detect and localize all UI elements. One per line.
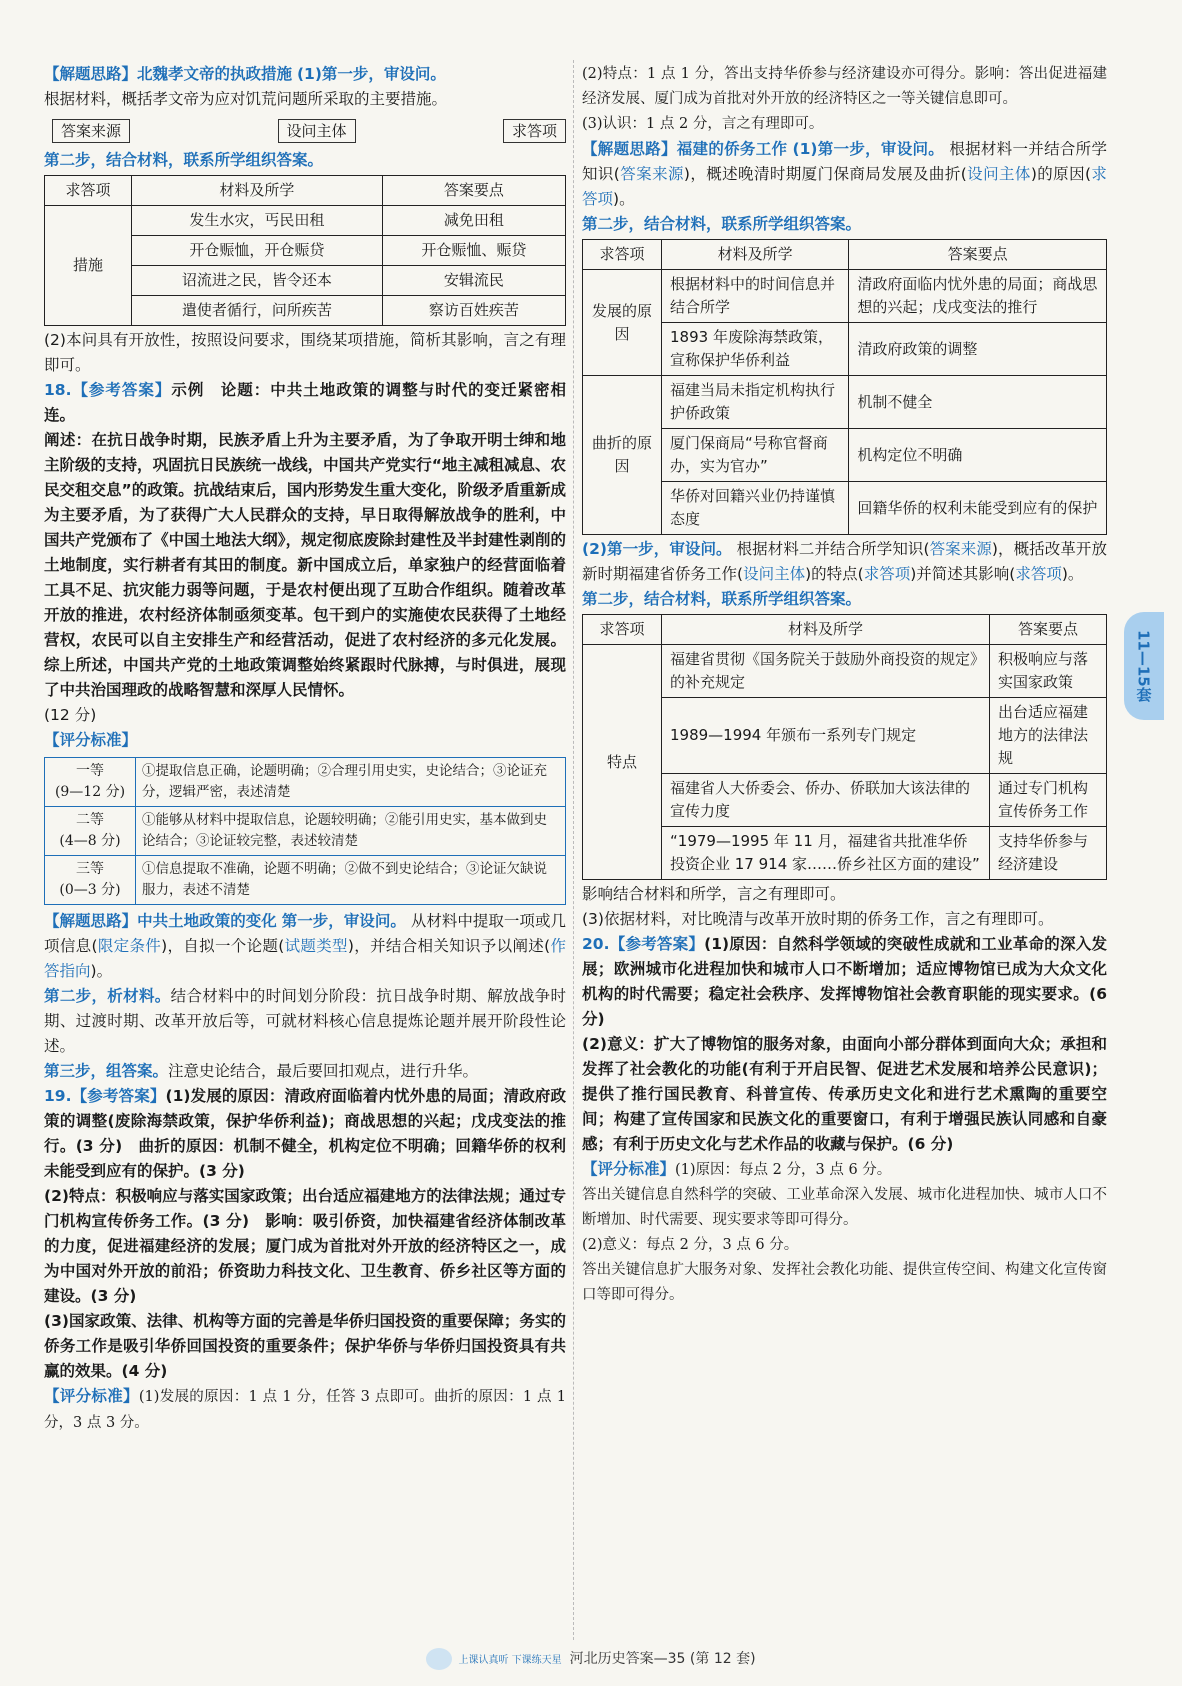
- grade-table: [44, 757, 566, 905]
- q18-head: 18.【参考答案】: [44, 381, 172, 399]
- th-point: 答案要点: [989, 615, 1106, 645]
- table-cell: 支持华侨参与经济建设: [989, 827, 1106, 880]
- table-cell: 发生水灾，丐民田租: [132, 206, 383, 236]
- q17-think-line: [44, 62, 566, 87]
- table-cell: 根据材料中的时间信息并结合所学: [662, 270, 849, 323]
- step1-label: (1)第一步，审设问。: [296, 65, 446, 83]
- table-cell: 通过专门机构宣传侨务工作: [989, 774, 1106, 827]
- table-cell: 1989—1994 年颁布一系列专门规定: [662, 698, 990, 774]
- th-material: 材料及所学: [662, 240, 849, 270]
- q19-grade-3: (3)认识：1 点 2 分，言之有理即可。: [582, 116, 824, 132]
- page-footer: [0, 1648, 1182, 1670]
- grade-level: 一等 (9—12 分): [45, 758, 136, 807]
- table-cell: 华侨对回籍兴业仍持谨慎态度: [662, 482, 849, 535]
- q20-grade-text1: 答出关键信息自然科学的突破、工业革命深入发展、城市化进程加快、城市人口不断增加、时代需要、现实要求等即可得分。: [582, 1187, 1107, 1228]
- table-cell: 遣使者循行，问所疾苦: [132, 296, 383, 326]
- features-table: [582, 614, 1107, 880]
- q20-grade-2: (2)意义：每点 2 分，3 点 6 分。: [582, 1237, 799, 1253]
- q19-part3: (3)国家政策、法律、机构等方面的完善是华侨归国投资的重要保障；务实的侨务工作是吸引华侨回国投资的重要条件；保护华侨与华侨归国投资具有共赢的效果。(4 分): [44, 1312, 566, 1380]
- set-range-tab: 11—15套: [1124, 612, 1164, 720]
- q18-body: 阐述：在抗日战争时期，民族矛盾上升为主要矛盾，为了争取开明士绅和地主阶级的支持，巩固抗日民族统一战线，中国共产党实行“地主减租减息、农民交租交息”的政策。抗战结束后，国内形势发生重大变化，阶级矛盾重新成为主要矛盾，为了获得广大人民群众的支持，早日取得解放战争的胜利，中国共产党颁布了《中国土地法大纲》，规定彻底废除封建性及半封建性剥削的土地制度，实行耕者有其田的制度。新中国成立后，单家独户的经营面临着工具不足、抗灾能力弱等问题，于是农村便出现了互助合作组织。随着改革开放的推进，农村经济体制亟须变革。包干到户的实施使农民获得了土地经营权，农民可以自主安排生产和经营活动，促进了农村经济的多元化发展。综上所述，中国共产党的土地政策调整始终紧跟时代脉搏，与时俱进，展现了中共治国理政的战略智慧和深厚人民情怀。: [44, 431, 566, 699]
- measures-table: [44, 175, 566, 326]
- step2-label: 第二步，结合材料，联系所学组织答案。: [582, 215, 862, 233]
- q19-part3-think: (3)依据材料，对比晚清与改革开放时期的侨务工作，言之有理即可。: [582, 910, 1054, 928]
- table-cell: 开仓赈恤、赈贷: [382, 236, 565, 266]
- table-cell: “1979—1995 年 11 月，福建省共批准华侨投资企业 17 914 家……侨乡社区方面的建设”: [662, 827, 990, 880]
- group-cell: 特点: [583, 645, 662, 880]
- q19-part2: (2)特点：积极响应与落实国家政策；出台适应福建地方的法律法规；通过专门机构宣传侨务工作。(3 分) 影响：吸引侨资，加快福建省经济体制改革的力度，促进福建经济的发展；厦门成为首批对外开放的经济特区之一，成为中国对外开放的前沿；侨资助力科技文化、卫生教育、侨乡社区等方面的建设。(3 分): [44, 1187, 566, 1305]
- table-cell: 出台适应福建地方的法律法规: [989, 698, 1106, 774]
- flow-box-item: 求答项: [503, 119, 566, 143]
- q20-part2: (2)意义：扩大了博物馆的服务对象，由面向小部分群体到面向大众；承担和发挥了社会教化的功能(有利于开启民智、促进艺术发展和培养公民意识)；提供了推行国民教育、科普宣传、传承历史文化和进行艺术熏陶的重要空间；构建了宣传国家和民族文化的重要窗口，有利于增强民族认同感和自豪感；有利于历史文化与艺术作品的收藏与保护。(6 分): [582, 1035, 1107, 1153]
- group-cell: 发展的原因: [583, 270, 662, 376]
- footer-page-label: 河北历史答案—35 (第 12 套): [569, 1651, 756, 1667]
- q18-step3: 第三步，组答案。注意史论结合，最后要回扣观点，进行升华。: [44, 1062, 479, 1080]
- q19-grade-cont: (2)特点：1 点 1 分，答出支持华侨参与经济建设亦可得分。影响：答出促进福建经济发展、厦门成为首批对外开放的经济特区之一等关键信息即可。: [582, 66, 1107, 107]
- grade-desc: ①能够从材料中提取信息，论题较明确；②能引用史实，基本做到史论结合；③论证较完整，表述较清楚: [136, 807, 566, 856]
- q19-grade: 【评分标准】(1)发展的原因：1 点 1 分，任答 3 点即可。曲折的原因：1 点 1 分，3 点 3 分。: [44, 1387, 566, 1431]
- table-cell: 察访百姓疾苦: [382, 296, 565, 326]
- table-cell: 清政府面临内忧外患的局面；商战思想的兴起；戊戌变法的推行: [849, 270, 1107, 323]
- th-point: 答案要点: [849, 240, 1107, 270]
- step2-label: 第二步，结合材料，联系所学组织答案。: [44, 151, 324, 169]
- th-material: 材料及所学: [132, 176, 383, 206]
- q19-answer: 19.【参考答案】(1)发展的原因：清政府面临着内忧外患的局面；清政府政策的调整(废除海禁政策，保护华侨利益)；商战思想的兴起；戊戌变法的推行。(3 分) 曲折的原因：机制不健全，机构定位不明确；回籍华侨的权利未能受到应有的保护。(3 分): [44, 1087, 566, 1180]
- q18-title-line: [44, 378, 566, 428]
- flow-boxes: [52, 116, 566, 146]
- table-cell: 诏流进之民，皆令还本: [132, 266, 383, 296]
- q19-influence: 影响结合材料和所学，言之有理即可。: [582, 885, 846, 903]
- table-cell: 厦门保商局“号称官督商办，实为官办”: [662, 429, 849, 482]
- right-column: [582, 62, 1107, 1308]
- group-cell: 曲折的原因: [583, 376, 662, 535]
- q17-part2: (2)本问具有开放性，按照设问要求，围绕某项措施，简析其影响，言之有理即可。: [44, 331, 566, 374]
- flow-box-source: 答案来源: [52, 119, 130, 143]
- q18-think: 【解题思路】中共土地政策的变化 第一步，审设问。 从材料中提取一项或几项信息(限定条件)，自拟一个论题(试题类型)，并结合相关知识予以阐述(作答指向)。: [44, 912, 566, 980]
- th-item: 求答项: [45, 176, 132, 206]
- q18-title: 示例 论题：中共土地政策的调整与时代的变迁紧密相连。: [44, 381, 566, 424]
- table-cell: 福建当局未指定机构执行护侨政策: [662, 376, 849, 429]
- th-item: 求答项: [583, 615, 662, 645]
- table-cell: 安辑流民: [382, 266, 565, 296]
- q17-think-text: 根据材料，概括孝文帝为应对饥荒问题所采取的主要措施。: [44, 90, 448, 108]
- step2-label: 第二步，结合材料，联系所学组织答案。: [582, 590, 862, 608]
- th-item: 求答项: [583, 240, 662, 270]
- q20-grade-text2: 答出关键信息扩大服务对象、发挥社会教化功能、提供宣传空间、构建文化宣传窗口等即可得分。: [582, 1262, 1107, 1303]
- table-cell: 积极响应与落实国家政策: [989, 645, 1106, 698]
- grade-head: 【评分标准】: [44, 731, 138, 749]
- table-cell: 福建省人大侨委会、侨办、侨联加大该法律的宣传力度: [662, 774, 990, 827]
- grade-level: 二等 (4—8 分): [45, 807, 136, 856]
- table-cell: 机构定位不明确: [849, 429, 1107, 482]
- q20-answer: 20.【参考答案】(1)原因：自然科学领域的突破性成就和工业革命的深入发展；欧洲城市化进程加快和城市人口不断增加；适应博物馆已成为大众文化机构的时代需要；稳定社会秩序、发挥博物馆社会教育职能的现实要求。(6 分): [582, 935, 1107, 1028]
- section-head: 【解题思路】北魏孝文帝的执政措施: [44, 65, 293, 83]
- q19-think-2: (2)第一步，审设问。 根据材料二并结合所学知识(答案来源)，概括改革开放新时期福建省侨务工作(设问主体)的特点(求答项)并简述其影响(求答项)。: [582, 540, 1107, 583]
- th-material: 材料及所学: [662, 615, 990, 645]
- column-divider: [573, 60, 574, 1640]
- left-column: [44, 62, 566, 1436]
- q18-step2: 第二步，析材料。结合材料中的时间划分阶段：抗日战争时期、解放战争时期、过渡时期、改革开放后等，可就材料核心信息提炼论题并展开阶段性论述。: [44, 987, 566, 1055]
- table-cell: 减免田租: [382, 206, 565, 236]
- brand-logo-icon: [426, 1648, 452, 1670]
- grade-level: 三等 (0—3 分): [45, 856, 136, 905]
- table-cell: 1893 年废除海禁政策，宣称保护华侨利益: [662, 323, 849, 376]
- table-cell: 机制不健全: [849, 376, 1107, 429]
- grade-desc: ①信息提取不准确，论题不明确；②做不到史论结合；③论证欠缺说服力，表述不清楚: [136, 856, 566, 905]
- th-point: 答案要点: [382, 176, 565, 206]
- table-cell: 开仓赈恤，开仓赈贷: [132, 236, 383, 266]
- table-cell: 清政府政策的调整: [849, 323, 1107, 376]
- group-cell: 措施: [45, 206, 132, 326]
- q18-score: (12 分): [44, 706, 97, 724]
- flow-box-subject: 设问主体: [278, 119, 356, 143]
- causes-table: [582, 239, 1107, 535]
- grade-desc: ①提取信息正确，论题明确；②合理引用史实，史论结合；③论证充分，逻辑严密，表述清楚: [136, 758, 566, 807]
- q20-grade: 【评分标准】(1)原因：每点 2 分，3 点 6 分。: [582, 1160, 892, 1178]
- q19-think: 【解题思路】福建的侨务工作 (1)第一步，审设问。 根据材料一并结合所学知识(答案来源)，概述晚清时期厦门保商局发展及曲折(设问主体)的原因(求答项)。: [582, 140, 1107, 208]
- table-cell: 回籍华侨的权利未能受到应有的保护: [849, 482, 1107, 535]
- footer-slogan: 上课认真听 下课练天星: [458, 1655, 562, 1666]
- table-cell: 福建省贯彻《国务院关于鼓励外商投资的规定》的补充规定: [662, 645, 990, 698]
